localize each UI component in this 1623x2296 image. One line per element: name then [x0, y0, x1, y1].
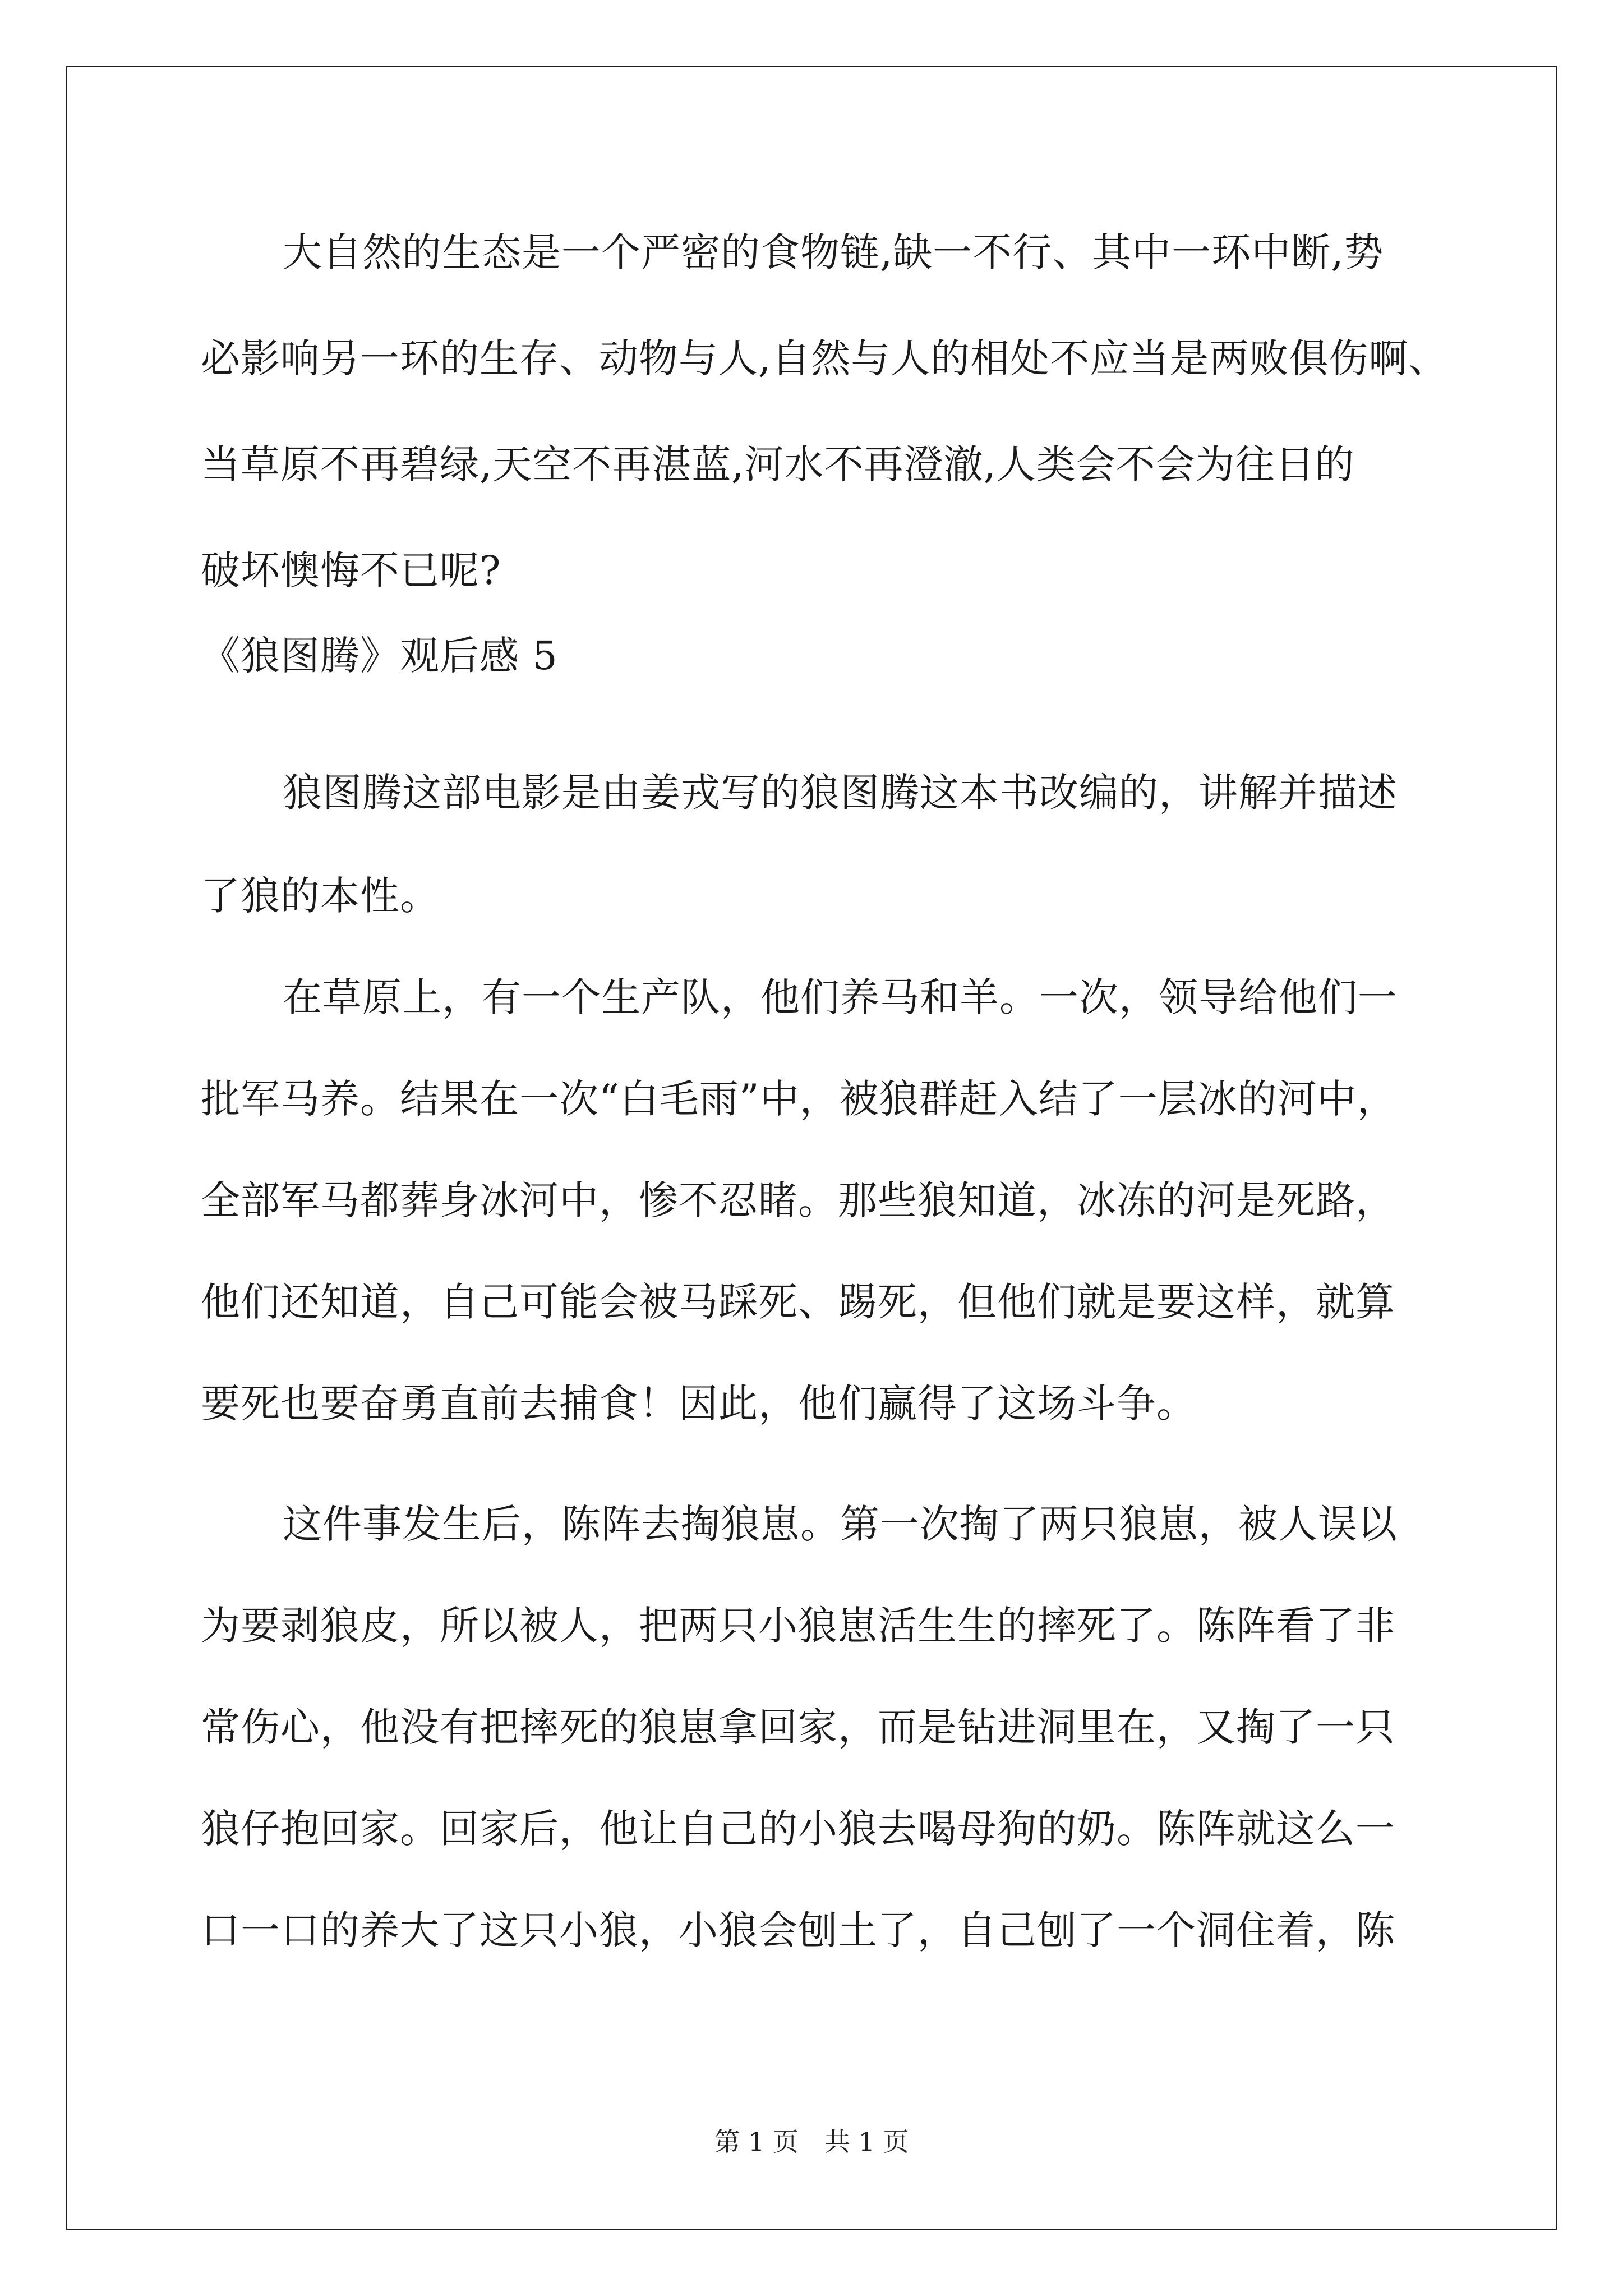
paragraph-1-line-3: 当草原不再碧绿,天空不再湛蓝,河水不再澄澈,人类会不会为往日的 — [201, 441, 1355, 487]
paragraph-3-line-4: 他们还知道，自己可能会被马踩死、踢死，但他们就是要这样，就算 — [201, 1279, 1395, 1325]
paragraph-1-line-4: 破坏懊悔不已呢? — [201, 547, 501, 593]
page-number-footer: 第 1 页 共 1 页 — [714, 2127, 909, 2157]
paragraph-3-line-3: 全部军马都葬身冰河中，惨不忍睹。那些狼知道，冰冻的河是死路， — [201, 1177, 1395, 1223]
paragraph-2-line-2: 了狼的本性。 — [201, 873, 440, 919]
paragraph-3-line-5: 要死也要奋勇直前去捕食！因此，他们赢得了这场斗争。 — [201, 1381, 1196, 1427]
paragraph-1-line-1: 大自然的生态是一个严密的食物链,缺一不行、其中一环中断,势 — [283, 229, 1384, 275]
paragraph-2-line-1: 狼图腾这部电影是由姜戎写的狼图腾这本书改编的，讲解并描述 — [283, 770, 1398, 816]
paragraph-4-line-1: 这件事发生后，陈阵去掏狼崽。第一次掏了两只狼崽，被人误以 — [283, 1501, 1398, 1547]
paragraph-4-line-2: 为要剥狼皮，所以被人，把两只小狼崽活生生的摔死了。陈阵看了非 — [201, 1603, 1395, 1649]
paragraph-4-line-3: 常伤心，他没有把摔死的狼崽拿回家，而是钻进洞里在，又掏了一只 — [201, 1704, 1395, 1750]
paragraph-3-line-2: 批军马养。结果在一次“白毛雨”中，被狼群赶入结了一层冰的河中， — [201, 1076, 1397, 1122]
paragraph-1-line-2: 必影响另一环的生存、动物与人,自然与人的相处不应当是两败俱伤啊、 — [201, 335, 1449, 381]
section-heading: 《狼图腾》观后感 5 — [201, 633, 558, 679]
paragraph-4-line-5: 口一口的养大了这只小狼，小狼会刨土了，自己刨了一个洞住着，陈 — [201, 1907, 1395, 1953]
paragraph-4-line-4: 狼仔抱回家。回家后，他让自己的小狼去喝母狗的奶。陈阵就这么一 — [201, 1806, 1395, 1852]
paragraph-3-line-1: 在草原上，有一个生产队，他们养马和羊。一次，领导给他们一 — [283, 974, 1398, 1020]
